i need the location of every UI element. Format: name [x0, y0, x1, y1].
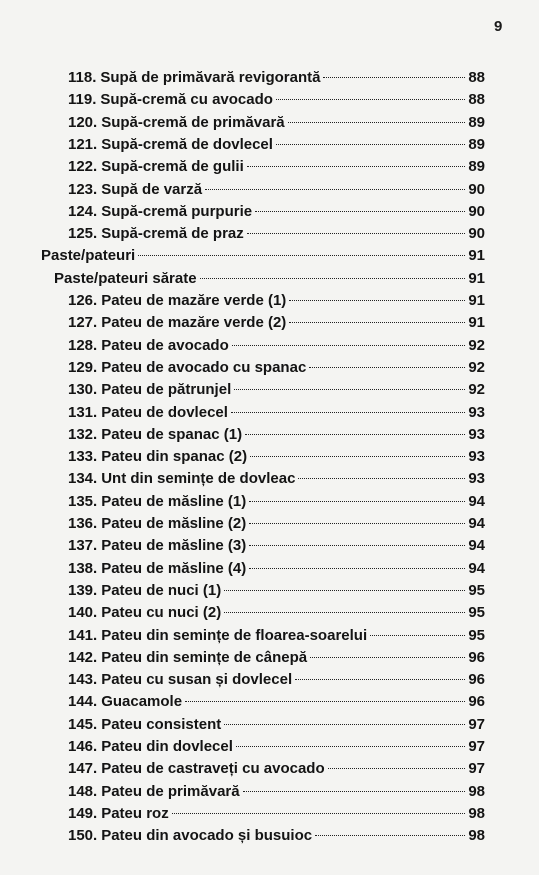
toc-page-number: 97 [468, 760, 485, 778]
toc-title-text: Pateu consistent [101, 715, 222, 733]
toc-number: 131. [68, 403, 98, 421]
toc-title [68, 468, 295, 490]
toc-title-text: Guacamole [101, 693, 183, 711]
toc-page-number: 90 [468, 202, 485, 220]
toc-title-text: Supă de varză [101, 180, 203, 198]
toc-number: 128. [68, 336, 98, 354]
toc-title [68, 736, 233, 758]
toc-title [68, 290, 286, 312]
toc-number: 150. [68, 827, 98, 845]
toc-title-text: Pateu din semințe de floarea-soarelui [101, 626, 368, 644]
toc-title-text: Pateu de avocado [101, 336, 229, 354]
dot-leader [309, 367, 465, 368]
toc-entry [68, 223, 485, 245]
toc-page-number: 96 [468, 648, 485, 666]
toc-title [68, 825, 312, 847]
toc-title-text: Unt din semințe de dovleac [101, 470, 296, 488]
dot-leader [200, 278, 466, 279]
toc-entry [68, 312, 485, 334]
toc-number: 137. [68, 537, 98, 555]
toc-number: 139. [68, 581, 98, 599]
toc-title-text: Pateu de pătrunjel [101, 381, 232, 399]
toc-title-text: Pateu din semințe de cânepă [101, 648, 308, 666]
toc-title-text: Supă-cremă de praz [101, 225, 244, 243]
toc-number: 127. [68, 314, 98, 332]
toc-entry [68, 669, 485, 691]
toc-title-text: Pateu de dovlecel [101, 403, 228, 421]
toc-title [68, 357, 306, 379]
toc-entry [68, 156, 485, 178]
toc-entry [68, 825, 485, 847]
toc-title-text: Paste/pateuri sărate [54, 269, 197, 287]
toc-number: 138. [68, 559, 98, 577]
toc-number: 122. [68, 158, 98, 176]
toc-number: 135. [68, 492, 98, 510]
toc-title [68, 179, 202, 201]
toc-title [68, 156, 244, 178]
dot-leader [298, 478, 465, 479]
dot-leader [289, 300, 465, 301]
toc-title [68, 491, 246, 513]
toc-title [68, 669, 292, 691]
toc-title-text: Pateu de castraveți cu avocado [101, 760, 325, 778]
dot-leader [276, 99, 465, 100]
dot-leader [205, 189, 465, 190]
dot-leader [255, 211, 465, 212]
toc-title [68, 402, 228, 424]
toc-entry [68, 758, 485, 780]
toc-title-text: Pateu de mazăre verde (1) [101, 292, 287, 309]
toc-page-number: 88 [468, 91, 485, 109]
toc-entry [68, 201, 485, 223]
dot-leader [231, 412, 465, 413]
toc-page-number: 95 [468, 604, 485, 622]
dot-leader [236, 746, 465, 747]
dot-leader [249, 545, 465, 546]
toc-number: 120. [68, 113, 98, 131]
toc-title [41, 245, 135, 267]
dot-leader [295, 679, 465, 680]
toc-page-number: 97 [468, 738, 485, 755]
dot-leader [249, 568, 465, 569]
toc-page-number: 94 [468, 537, 485, 555]
toc-number: 142. [68, 648, 98, 666]
toc-page-number: 90 [468, 180, 485, 198]
toc-title [68, 691, 182, 713]
toc-number: 118. [68, 69, 97, 86]
toc-title-text: Supă-cremă cu avocado [100, 91, 273, 109]
toc-page-number: 92 [468, 358, 485, 376]
toc-title [68, 558, 246, 580]
toc-title [68, 201, 252, 223]
toc-title [68, 714, 221, 736]
toc-title [68, 112, 285, 134]
toc-number: 144. [68, 693, 98, 711]
toc-page-number: 95 [468, 626, 485, 644]
toc-entry [68, 513, 485, 535]
toc-number: 129. [68, 358, 98, 376]
toc-entry [68, 446, 485, 468]
toc-entry [68, 736, 485, 758]
toc-entry [68, 67, 485, 89]
dot-leader [249, 523, 465, 524]
toc-title [68, 89, 273, 111]
toc-page-number: 90 [468, 225, 485, 243]
toc-title-text: Pateu de nuci (1) [101, 581, 222, 599]
toc-entry [68, 781, 485, 803]
toc-page-number: 89 [468, 158, 485, 176]
dot-leader [250, 456, 465, 457]
toc-page-number: 88 [468, 69, 485, 86]
dot-leader [315, 835, 465, 836]
toc-title [68, 312, 286, 334]
dot-leader [323, 77, 465, 78]
toc-entry [68, 691, 485, 713]
toc-entry [68, 89, 485, 111]
toc-page-number: 93 [468, 403, 485, 421]
toc-title-text: Pateu cu nuci (2) [101, 604, 222, 622]
toc-page-number: 91 [468, 247, 485, 265]
toc-number: 136. [68, 515, 98, 532]
toc-page-number: 98 [468, 827, 485, 845]
toc-page-number: 92 [468, 381, 485, 399]
toc-page-number: 94 [468, 515, 485, 532]
dot-leader [224, 724, 465, 725]
toc-entry [68, 335, 485, 357]
toc-entry [68, 112, 485, 134]
toc-number: 121. [68, 135, 98, 153]
dot-leader [288, 122, 466, 123]
toc-page-number: 94 [468, 492, 485, 510]
toc-title [68, 803, 169, 825]
toc-number: 140. [68, 604, 98, 622]
toc-page-number: 92 [468, 336, 485, 354]
toc-entry [68, 714, 485, 736]
toc-title-text: Paste/pateuri [41, 247, 136, 265]
toc-number: 134. [68, 470, 98, 488]
toc-page-number: 91 [468, 292, 485, 309]
toc-title-text: Pateu de măsline (1) [101, 492, 247, 510]
dot-leader [232, 345, 466, 346]
toc-title [68, 424, 242, 446]
toc-title-text: Pateu de avocado cu spanac [101, 358, 307, 376]
toc-title-text: Supă-cremă de gulii [101, 158, 244, 176]
toc-entry [68, 491, 485, 513]
toc-entry [68, 290, 485, 312]
toc-page-number: 91 [468, 314, 485, 332]
toc-number: 130. [68, 381, 98, 399]
toc-page-number: 89 [468, 135, 485, 153]
dot-leader [276, 144, 465, 145]
toc-number: 143. [68, 671, 98, 689]
toc-number: 149. [68, 804, 98, 822]
toc-title-text: Pateu cu susan și dovlecel [101, 671, 293, 689]
dot-leader [224, 590, 465, 591]
toc-title [68, 446, 247, 468]
dot-leader [243, 791, 466, 792]
toc-number: 124. [68, 202, 98, 220]
toc-entry [68, 602, 485, 624]
toc-number: 126. [68, 292, 98, 309]
toc-page-number: 97 [468, 715, 485, 733]
dot-leader [245, 434, 465, 435]
dot-leader [138, 255, 465, 256]
toc-number: 119. [68, 91, 97, 109]
toc-section-heading [41, 245, 485, 267]
toc-page-number: 98 [468, 804, 485, 822]
toc-number: 132. [68, 425, 98, 443]
toc-title-text: Pateu roz [101, 804, 169, 822]
toc-title-text: Supă de primăvară revigorantă [100, 69, 321, 86]
toc-title-text: Pateu din avocado și busuioc [101, 827, 313, 845]
toc-page-number: 96 [468, 671, 485, 689]
toc-subsection-heading [54, 268, 485, 290]
toc-entry [68, 803, 485, 825]
toc-number: 133. [68, 448, 98, 466]
toc-title [68, 134, 273, 156]
toc-title-text: Pateu de mazăre verde (2) [101, 314, 287, 332]
dot-leader [328, 768, 466, 769]
toc-entry [68, 468, 485, 490]
toc-entry [68, 402, 485, 424]
toc-title-text: Pateu de măsline (3) [101, 537, 247, 555]
page-number: 9 [494, 18, 503, 35]
toc-number: 148. [68, 782, 98, 800]
toc-page-number: 94 [468, 559, 485, 577]
toc-number: 146. [68, 738, 98, 755]
toc-title-text: Pateu de măsline (2) [101, 515, 247, 532]
toc-page-number: 89 [468, 113, 485, 131]
toc-page-number: 98 [468, 782, 485, 800]
toc-title-text: Supă-cremă de primăvară [101, 113, 285, 131]
toc-title [68, 335, 229, 357]
toc-title [54, 268, 197, 290]
toc-number: 125. [68, 225, 98, 243]
dot-leader [172, 813, 466, 814]
toc-title [68, 379, 231, 401]
toc-title-text: Pateu de măsline (4) [101, 559, 247, 577]
toc-title-text: Supă-cremă de dovlecel [101, 135, 273, 153]
dot-leader [224, 612, 465, 613]
toc-page-number: 91 [468, 269, 485, 287]
toc-entry [68, 134, 485, 156]
toc-entry [68, 179, 485, 201]
toc-title [68, 223, 244, 245]
toc-page-number: 95 [468, 581, 485, 599]
toc-title-text: Pateu din spanac (2) [101, 448, 248, 466]
toc-title [68, 580, 221, 602]
toc-title [68, 513, 246, 535]
toc-entry [68, 558, 485, 580]
toc-title [68, 535, 246, 557]
dot-leader [247, 233, 466, 234]
toc-entry [68, 424, 485, 446]
toc-page-number: 93 [468, 425, 485, 443]
toc-number: 145. [68, 715, 98, 733]
toc-title [68, 647, 307, 669]
toc-page-number: 96 [468, 693, 485, 711]
dot-leader [310, 657, 465, 658]
toc-entry [68, 379, 485, 401]
toc-title-text: Supă-cremă purpurie [101, 202, 253, 220]
toc-title-text: Pateu de primăvară [101, 782, 240, 800]
toc-entry [68, 535, 485, 557]
dot-leader [249, 501, 465, 502]
dot-leader [247, 166, 466, 167]
dot-leader [289, 322, 465, 323]
dot-leader [234, 389, 465, 390]
toc-page-number: 93 [468, 470, 485, 488]
toc-number: 141. [68, 626, 98, 644]
toc-number: 147. [68, 760, 98, 778]
dot-leader [370, 635, 465, 636]
toc-title [68, 625, 367, 647]
toc-entry [68, 580, 485, 602]
toc-page-number: 93 [468, 448, 485, 466]
toc-title-text: Pateu din dovlecel [101, 738, 233, 755]
toc-number: 123. [68, 180, 98, 198]
toc-title [68, 602, 221, 624]
toc-title [68, 758, 325, 780]
toc-entry [68, 625, 485, 647]
toc-entry [68, 357, 485, 379]
toc-title-text: Pateu de spanac (1) [101, 425, 243, 443]
toc-title [68, 781, 240, 803]
toc-title [68, 67, 320, 89]
toc-entry [68, 647, 485, 669]
dot-leader [185, 701, 465, 702]
